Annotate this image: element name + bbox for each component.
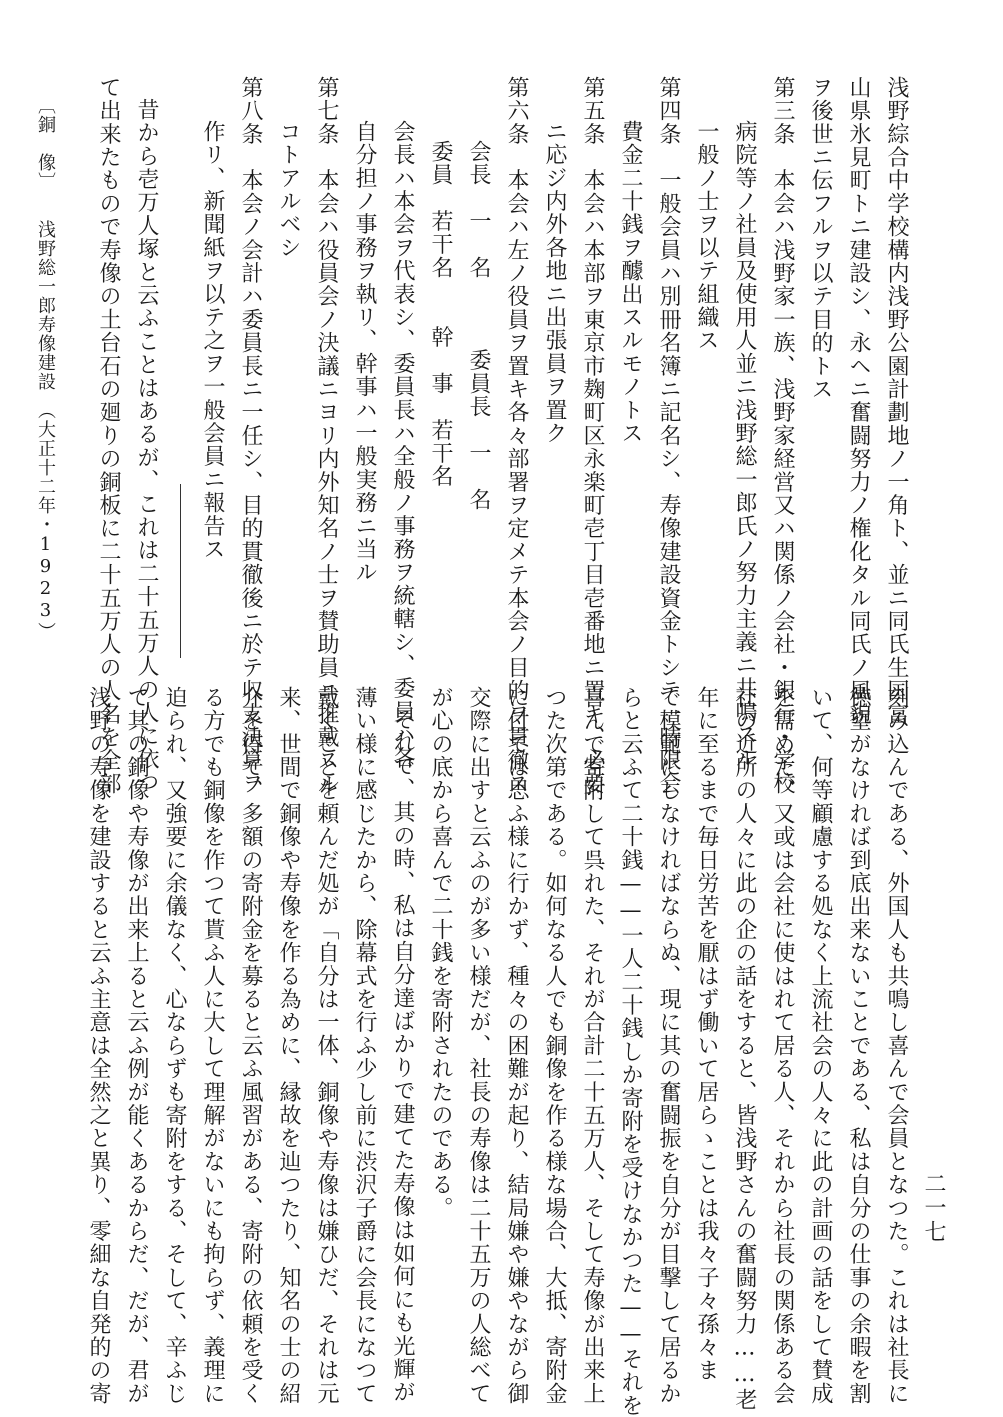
article-3-line-1: 第三条 本会ハ浅野家一族、浅野家経営又ハ関係ノ会社・銀行・学校 (770, 76, 795, 796)
bottom-line-22: 浅野の寿像を建設すると云ふ主意は全然之と異り、零細な自発的の寄 (86, 686, 111, 1406)
bottom-line-4: を需めた、又或は会社に使はれて居る人、それから社長の関係ある会 (770, 686, 795, 1406)
bottom-line-1: 刻み込んである、外国人も共鳴し喜んで会員となつた。これは社長に (884, 686, 909, 1406)
article-5-line-2: ニ応ジ内外各地ニ出張員ヲ置ク (542, 120, 567, 445)
officers-line-2: 委員 若干名 幹 事 若干名 (428, 140, 453, 488)
bottom-line-21: て其の銅像や寿像が出来上ると云ふ例が能くあるからだ、だが、君が (124, 686, 149, 1406)
caption: 〔銅 像〕 浅野総一郎寿像建設 （大正十二年・1923） (35, 96, 56, 641)
top-line-3: ヲ後世ニ伝フルヲ以テ目的トス (808, 76, 833, 401)
bottom-line-9: 喜んで寄附して呉れた、それが合計二十五万人、そして寿像が出来上 (580, 686, 605, 1406)
narrative-line-2: て出来たもので寿像の土台石の廻りの銅板に二十五万人の人名を全部 (96, 76, 121, 796)
bottom-line-16: 戴くことを頼んだ処が「自分は一体、銅像や寿像は嫌ひだ、それは元 (314, 686, 339, 1406)
narrative-line-1: 昔から壱万人塚と云ふことはあるが、これは二十五万人の人に依つ (134, 98, 159, 794)
page-number: 二一七 (921, 1172, 946, 1244)
bottom-line-7: で模範にしなければならぬ、現に其の奮闘振を自分が目撃して居るか (656, 686, 681, 1406)
bottom-line-10: つた次第である。如何なる人でも銅像を作る様な場合、大抵、寄附金 (542, 686, 567, 1406)
bottom-line-15: 薄い様に感じたから、除幕式を行ふ少し前に渋沢子爵に会長になつて (352, 686, 377, 1406)
bottom-line-3: いて、何等顧慮する処なく上流社会の人々に此の計画の話をして賛成 (808, 686, 833, 1406)
bottom-line-14: それで、其の時、私は自分達ばかりで建てた寿像は如何にも光輝が (390, 708, 415, 1405)
bottom-line-12: 交際に出すと云ふのが多い様だが、社長の寿像は二十五万の人総べて (466, 686, 491, 1406)
bottom-line-19: る方でも銅像を作つて貰ふ人に大して理解がないにも拘らず、義理に (200, 686, 225, 1406)
officers-duty-line-1: 会長ハ本会ヲ代表シ、委員長ハ全般ノ事務ヲ統轄シ、委員ハ各 (390, 120, 415, 770)
article-7-line-2: コトアルベシ (276, 120, 301, 260)
bottom-line-6: 年に至るまで毎日労苦を厭はず働いて居らゝことは我々子々孫々ま (694, 686, 719, 1382)
bottom-line-5: 社の近所の人々に此の企の話をすると、皆浅野さんの奮闘努力……老 (732, 686, 757, 1412)
article-5-line-1: 第五条 本会ハ本部ヲ東京市麹町区永楽町壱丁目壱番地ニ置キ、必要 (580, 76, 605, 796)
officers-duty-line-2: 自分担ノ事務ヲ執リ、幹事ハ一般実務ニ当ル (352, 120, 377, 584)
article-8-line-1: 第八条 本会ノ会計ハ委員長ニ一任シ、目的貫徹後ニ於テ収支決算ヲ (238, 76, 263, 796)
article-8-line-2: 作リ、新聞紙ヲ以テ之ヲ一般会員ニ報告ス (200, 120, 225, 561)
bottom-line-13: が心の底から喜んで二十銭を寄附されたのである。 (428, 686, 453, 1220)
article-3-line-2: 病院等ノ社員及使用人並ニ浅野総一郎氏ノ努力主義ニ共鳴スル (732, 120, 757, 770)
bottom-line-17: 来、世間で銅像や寿像を作る為めに、縁故を辿つたり、知名の士の紹 (276, 686, 301, 1406)
bottom-line-2: 徳望がなければ到底出来ないことである、私は自分の仕事の余暇を割 (846, 686, 871, 1406)
bottom-line-8: らと云ふて二十銭——一人二十銭しか寄附を受けなかつた——それを (618, 686, 643, 1417)
bottom-line-20: 迫られ、又強要に余儀なく、心ならずも寄附をする、そして、辛ふじ (162, 686, 187, 1406)
top-line-1: 浅野綜合中学校構内浅野公園計劃地ノ一角ト、並ニ同氏生国富 (884, 76, 909, 726)
officers-line-1: 会長 一 名 委員長 一 名 (466, 140, 491, 512)
article-4-line-1: 第四条 一般会員ハ別冊名簿ニ記名シ、寿像建設資金トシテ一時限会 (656, 76, 681, 796)
bottom-line-11: に付ては思ふ様に行かず、種々の困難が起り、結局嫌や嫌やながら御 (504, 686, 529, 1406)
bottom-line-18: 介を得て、多額の寄附金を募ると云ふ風習がある、寄附の依頼を受く (238, 686, 263, 1406)
top-line-2: 山県氷見町トニ建設シ、永ヘニ奮闘努力ノ権化タル同氏ノ風貌 (846, 76, 871, 726)
article-3-line-3: 一般ノ士ヲ以テ組織ス (694, 120, 719, 352)
article-4-line-2: 費金二十銭ヲ醵出スルモノトス (618, 120, 643, 445)
article-6-line-1: 第六条 本会ハ左ノ役員ヲ置キ各々部署ヲ定メテ本会ノ目的ヲ貫徹ス (504, 76, 529, 796)
section-divider (180, 484, 181, 658)
article-7-line-1: 第七条 本会ハ役員会ノ決議ニヨリ内外知名ノ士ヲ賛助員ニ推戴スル (314, 76, 339, 796)
